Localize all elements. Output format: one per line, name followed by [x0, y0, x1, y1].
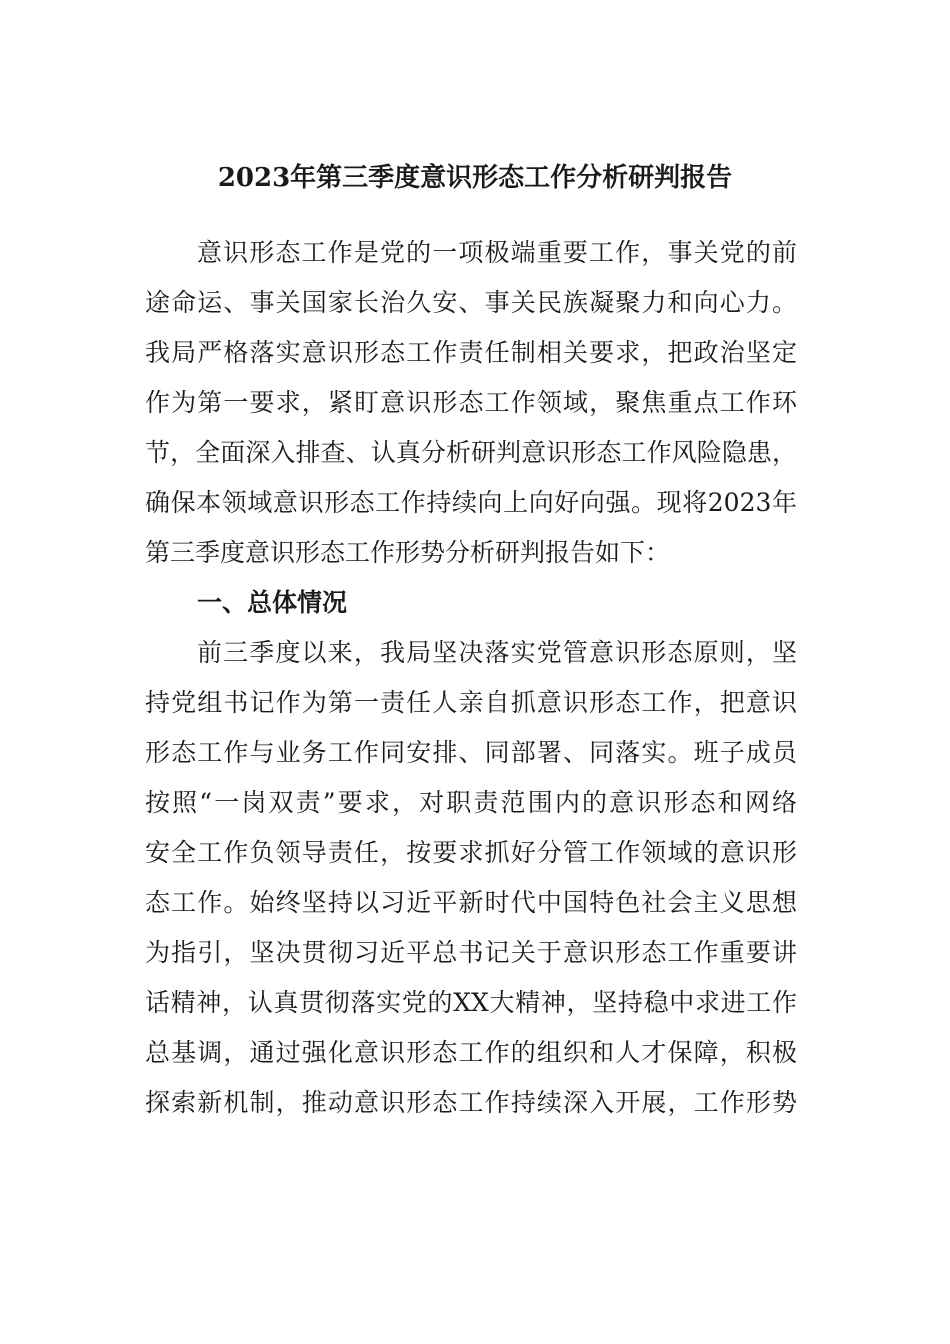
document-title: 2023年第三季度意识形态工作分析研判报告 [217, 163, 733, 193]
paragraph-line: 安全工作负领导责任，按要求抓好分管工作领域的意识形 [145, 838, 797, 867]
paragraph-line: 持党组书记作为第一责任人亲自抓意识形态工作，把意识 [145, 688, 797, 717]
paragraph-line: 按照“一岗双责”要求，对职责范围内的意识形态和网络 [145, 788, 797, 817]
paragraph-line: 第三季度意识形态工作形势分析研判报告如下： [145, 538, 671, 567]
paragraph-line: 确保本领域意识形态工作持续向上向好向强。现将2023年 [145, 488, 797, 517]
paragraph-line: 探索新机制，推动意识形态工作持续深入开展，工作形势 [145, 1088, 797, 1117]
paragraph-line: 前三季度以来，我局坚决落实党管意识形态原则，坚 [197, 638, 797, 667]
paragraph-line: 途命运、事关国家长治久安、事关民族凝聚力和向心力。 [145, 288, 797, 317]
paragraph-line: 形态工作与业务工作同安排、同部署、同落实。班子成员 [145, 738, 797, 767]
paragraph-line: 我局严格落实意识形态工作责任制相关要求，把政治坚定 [145, 338, 797, 367]
paragraph-line: 态工作。始终坚持以习近平新时代中国特色社会主义思想 [145, 888, 797, 917]
paragraph-line: 总基调，通过强化意识形态工作的组织和人才保障，积极 [145, 1038, 797, 1067]
section-heading: 一、总体情况 [197, 588, 348, 617]
document-body [145, 228, 797, 1128]
paragraph-line: 作为第一要求，紧盯意识形态工作领域，聚焦重点工作环 [145, 388, 797, 417]
paragraph-line: 意识形态工作是党的一项极端重要工作，事关党的前 [197, 238, 797, 267]
paragraph-line: 节，全面深入排查、认真分析研判意识形态工作风险隐患， [145, 438, 797, 467]
paragraph-line: 为指引，坚决贯彻习近平总书记关于意识形态工作重要讲 [145, 938, 797, 967]
paragraph-line: 话精神，认真贯彻落实党的XX大精神，坚持稳中求进工作 [145, 988, 797, 1017]
